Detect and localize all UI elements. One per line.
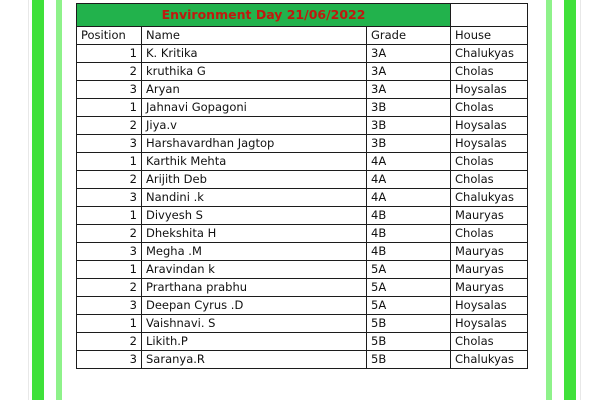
header-row bbox=[77, 27, 528, 45]
cell-grade[interactable]: 3B bbox=[367, 117, 451, 135]
cell-name[interactable]: Likith.P bbox=[142, 333, 367, 351]
cell-grade[interactable]: 5A bbox=[367, 297, 451, 315]
cell-position[interactable]: 1 bbox=[77, 153, 142, 171]
cell-name[interactable]: Arijith Deb bbox=[142, 171, 367, 189]
frame-border-right-outer bbox=[564, 0, 576, 400]
cell-name[interactable]: kruthika G bbox=[142, 63, 367, 81]
cell-position[interactable]: 3 bbox=[77, 351, 142, 369]
table-row bbox=[77, 63, 528, 81]
title-row bbox=[77, 4, 528, 27]
cell-name[interactable]: Vaishnavi. S bbox=[142, 315, 367, 333]
cell-position[interactable]: 3 bbox=[77, 189, 142, 207]
cell-name[interactable]: Karthik Mehta bbox=[142, 153, 367, 171]
cell-house[interactable]: Hoysalas bbox=[451, 117, 528, 135]
cell-house[interactable]: Hoysalas bbox=[451, 315, 528, 333]
frame-border-left-inner bbox=[56, 0, 62, 400]
cell-house[interactable]: Cholas bbox=[451, 153, 528, 171]
cell-position[interactable]: 1 bbox=[77, 261, 142, 279]
cell-grade[interactable]: 5A bbox=[367, 279, 451, 297]
cell-name[interactable]: Harshavardhan Jagtop bbox=[142, 135, 367, 153]
header-house[interactable]: House bbox=[451, 27, 528, 45]
frame-border-right-inner bbox=[546, 0, 552, 400]
cell-house[interactable]: Cholas bbox=[451, 171, 528, 189]
table-row bbox=[77, 153, 528, 171]
cell-grade[interactable]: 4B bbox=[367, 225, 451, 243]
cell-grade[interactable]: 5B bbox=[367, 351, 451, 369]
page-edge-left bbox=[28, 0, 29, 400]
cell-name[interactable]: Deepan Cyrus .D bbox=[142, 297, 367, 315]
cell-house[interactable]: Chalukyas bbox=[451, 45, 528, 63]
cell-position[interactable]: 3 bbox=[77, 243, 142, 261]
cell-grade[interactable]: 4A bbox=[367, 189, 451, 207]
cell-house[interactable]: Hoysalas bbox=[451, 135, 528, 153]
cell-house[interactable]: Mauryas bbox=[451, 207, 528, 225]
table-row bbox=[77, 99, 528, 117]
cell-grade[interactable]: 4B bbox=[367, 243, 451, 261]
header-position[interactable]: Position bbox=[77, 27, 142, 45]
results-table-body bbox=[77, 4, 528, 369]
cell-position[interactable]: 1 bbox=[77, 45, 142, 63]
cell-house[interactable]: Hoysalas bbox=[451, 81, 528, 99]
cell-grade[interactable]: 5B bbox=[367, 333, 451, 351]
cell-position[interactable]: 2 bbox=[77, 333, 142, 351]
table-row bbox=[77, 225, 528, 243]
table-row bbox=[77, 207, 528, 225]
cell-grade[interactable]: 3B bbox=[367, 99, 451, 117]
header-name[interactable]: Name bbox=[142, 27, 367, 45]
results-table bbox=[76, 3, 528, 369]
page-edge-right bbox=[580, 0, 581, 400]
cell-name[interactable]: Nandini .k bbox=[142, 189, 367, 207]
cell-grade[interactable]: 4A bbox=[367, 171, 451, 189]
cell-house[interactable]: Hoysalas bbox=[451, 297, 528, 315]
cell-position[interactable]: 3 bbox=[77, 81, 142, 99]
cell-name[interactable]: K. Kritika bbox=[142, 45, 367, 63]
cell-name[interactable]: Megha .M bbox=[142, 243, 367, 261]
cell-name[interactable]: Aryan bbox=[142, 81, 367, 99]
cell-grade[interactable]: 5B bbox=[367, 315, 451, 333]
table-row bbox=[77, 45, 528, 63]
cell-house[interactable]: Cholas bbox=[451, 225, 528, 243]
table-row bbox=[77, 261, 528, 279]
cell-name[interactable]: Saranya.R bbox=[142, 351, 367, 369]
table-row bbox=[77, 117, 528, 135]
table-row bbox=[77, 81, 528, 99]
cell-grade[interactable]: 3A bbox=[367, 45, 451, 63]
cell-house[interactable]: Chalukyas bbox=[451, 189, 528, 207]
table-row bbox=[77, 297, 528, 315]
cell-name[interactable]: Jiya.v bbox=[142, 117, 367, 135]
results-sheet bbox=[76, 3, 527, 369]
cell-position[interactable]: 3 bbox=[77, 297, 142, 315]
cell-name[interactable]: Aravindan k bbox=[142, 261, 367, 279]
cell-position[interactable]: 1 bbox=[77, 99, 142, 117]
frame-border-left-outer bbox=[32, 0, 44, 400]
cell-house[interactable]: Cholas bbox=[451, 333, 528, 351]
cell-position[interactable]: 3 bbox=[77, 135, 142, 153]
sheet-title[interactable]: Environment Day 21/06/2022 bbox=[77, 4, 451, 27]
cell-name[interactable]: Jahnavi Gopagoni bbox=[142, 99, 367, 117]
table-row bbox=[77, 135, 528, 153]
table-row bbox=[77, 351, 528, 369]
cell-house[interactable]: Chalukyas bbox=[451, 351, 528, 369]
cell-position[interactable]: 2 bbox=[77, 225, 142, 243]
cell-name[interactable]: Dhekshita H bbox=[142, 225, 367, 243]
cell-house[interactable]: Mauryas bbox=[451, 243, 528, 261]
cell-name[interactable]: Divyesh S bbox=[142, 207, 367, 225]
cell-position[interactable]: 2 bbox=[77, 279, 142, 297]
cell-name[interactable]: Prarthana prabhu bbox=[142, 279, 367, 297]
table-row bbox=[77, 315, 528, 333]
table-row bbox=[77, 333, 528, 351]
table-row bbox=[77, 243, 528, 261]
cell-position[interactable]: 1 bbox=[77, 315, 142, 333]
cell-position[interactable]: 1 bbox=[77, 207, 142, 225]
cell-grade[interactable]: 3B bbox=[367, 135, 451, 153]
cell-house[interactable]: Mauryas bbox=[451, 261, 528, 279]
cell-grade[interactable]: 4B bbox=[367, 207, 451, 225]
cell-house[interactable]: Cholas bbox=[451, 63, 528, 81]
table-row bbox=[77, 279, 528, 297]
cell-house[interactable]: Cholas bbox=[451, 99, 528, 117]
cell-grade[interactable]: 3A bbox=[367, 63, 451, 81]
cell-position[interactable]: 2 bbox=[77, 63, 142, 81]
table-row bbox=[77, 171, 528, 189]
cell-grade[interactable]: 4A bbox=[367, 153, 451, 171]
table-row bbox=[77, 189, 528, 207]
title-row-blank-cell[interactable] bbox=[451, 4, 528, 27]
cell-position[interactable]: 2 bbox=[77, 171, 142, 189]
cell-grade[interactable]: 3A bbox=[367, 81, 451, 99]
header-grade[interactable]: Grade bbox=[367, 27, 451, 45]
cell-position[interactable]: 2 bbox=[77, 117, 142, 135]
cell-grade[interactable]: 5A bbox=[367, 261, 451, 279]
cell-house[interactable]: Mauryas bbox=[451, 279, 528, 297]
